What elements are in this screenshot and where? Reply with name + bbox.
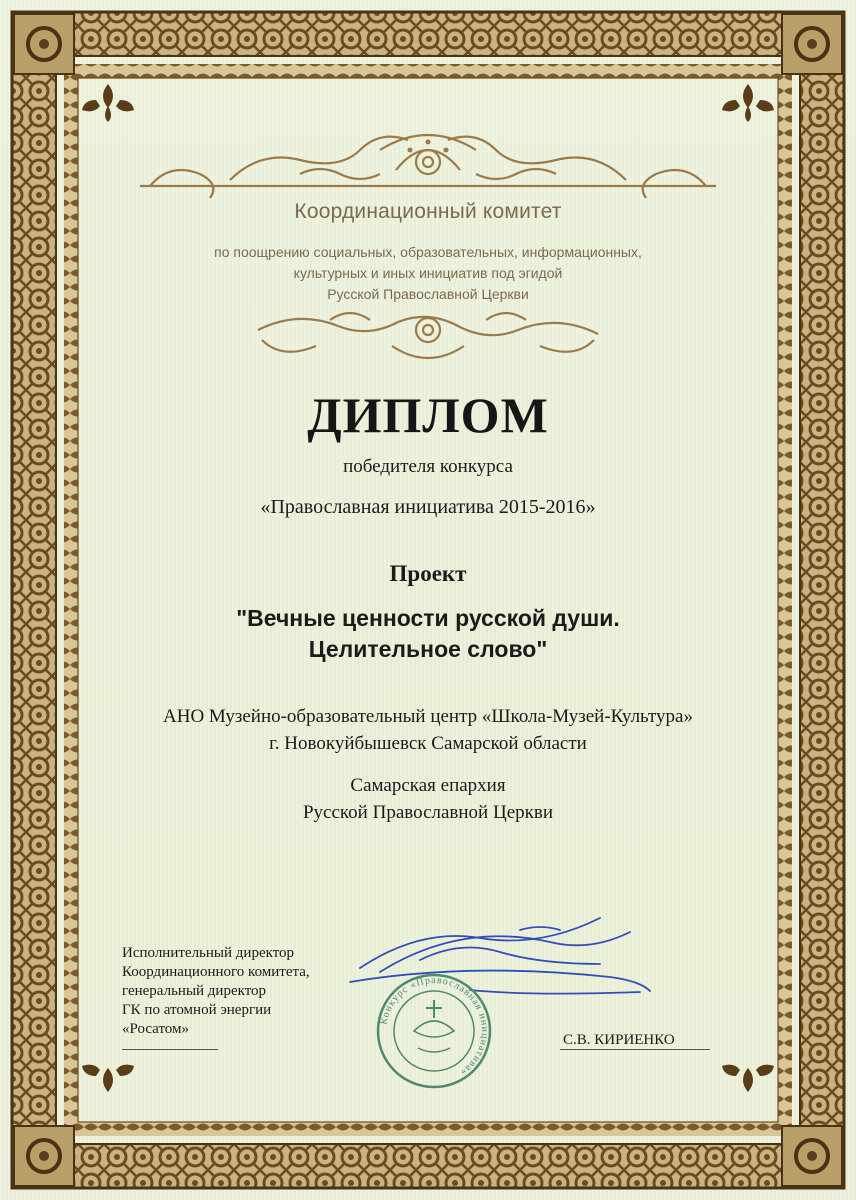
committee-subtitle-line: Русской Православной Церкви xyxy=(327,286,529,302)
project-name xyxy=(0,603,856,665)
project-name-line: Целительное слово" xyxy=(308,636,548,662)
stamp-text: Конкурс «Православная инициатива» xyxy=(378,974,491,1079)
diploma-title: ДИПЛОМ xyxy=(307,387,549,443)
signer-title xyxy=(122,944,310,1039)
committee-subtitle-line: культурных и иных инициатив под эгидой xyxy=(293,265,563,281)
committee-subtitle-line: по поощрению социальных, образовательных, информационных, xyxy=(214,244,642,260)
signer-name: С.В. КИРИЕНКО xyxy=(563,1032,675,1048)
organization-line: АНО Музейно-образовательный центр «Школа-Музей-Культура» xyxy=(163,706,693,727)
signer-title-line: Исполнительный директор xyxy=(122,945,295,961)
signer-title-line: ГК по атомной энергии xyxy=(122,1002,272,1018)
contest-name: «Православная инициатива 2015-2016» xyxy=(260,496,596,518)
middle-scroll-ornament xyxy=(258,313,598,358)
signer-title-line: Координационного комитета, xyxy=(122,964,310,980)
signer-title-line: «Росатом» xyxy=(122,1021,190,1037)
diocese xyxy=(0,772,856,826)
project-name-line: "Вечные ценности русской души. xyxy=(236,605,620,631)
diocese-line: Русской Православной Церкви xyxy=(302,802,553,823)
signature-scribble xyxy=(350,918,650,994)
signature-line-left xyxy=(122,1049,218,1050)
committee-subtitle xyxy=(0,242,856,305)
diocese-line: Самарская епархия xyxy=(350,775,506,796)
committee-title: Координационный комитет xyxy=(294,200,562,223)
signature-line-right xyxy=(560,1049,710,1050)
organization-line: г. Новокуйбышевск Самарской области xyxy=(269,733,587,754)
fleur-ornaments xyxy=(82,84,774,1092)
signer-title-line: генеральный директор xyxy=(122,983,267,999)
project-label: Проект xyxy=(389,561,467,586)
winner-line: победителя конкурса xyxy=(343,456,513,477)
organization xyxy=(0,703,856,757)
